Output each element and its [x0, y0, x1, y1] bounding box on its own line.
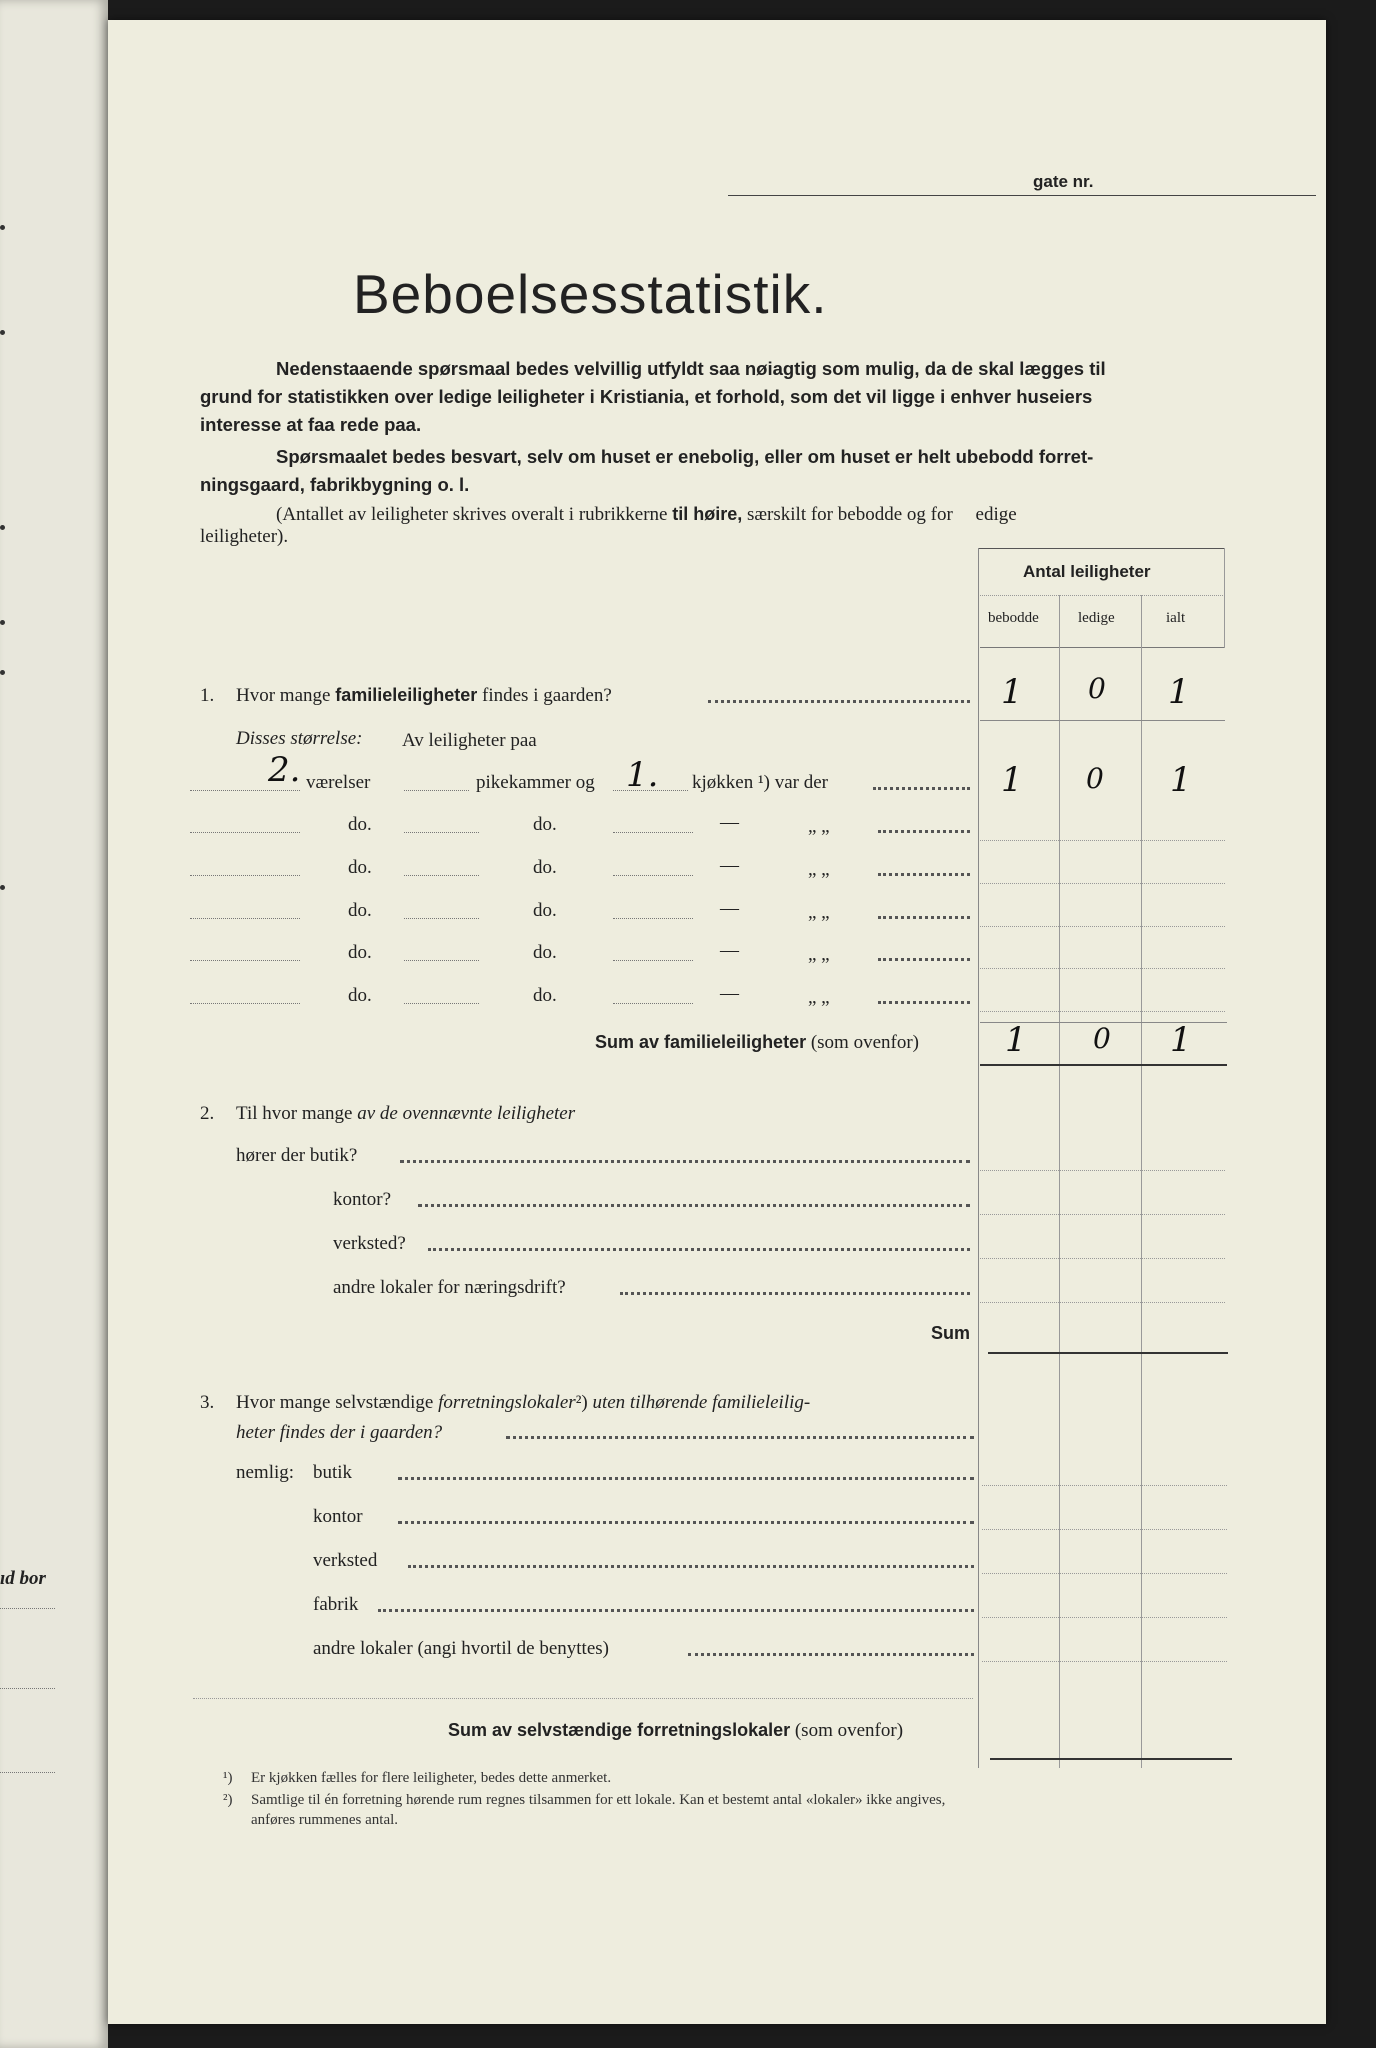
row-rule [982, 1617, 1227, 1618]
q3-footnote-ref: ²) [575, 1392, 588, 1413]
row-rule [980, 1302, 1225, 1303]
pikekammer-field [404, 960, 479, 961]
rooms-field [190, 1003, 300, 1004]
margin-mark [0, 525, 5, 530]
dash: — [720, 812, 739, 833]
previous-page-line [0, 1772, 55, 1773]
footnote-2: Samtlige til én forretning hørende rum regnes tilsammen for ett lokale. Kan et bestemt antal «lokaler» ikke angives, [251, 1792, 946, 1808]
table-vline [978, 548, 979, 1768]
q3-emphasis: uten tilhørende familieleilig- [592, 1392, 811, 1413]
q2-number: 2. [200, 1103, 215, 1124]
q1-question [236, 685, 612, 707]
ditto-mark: „ „ [808, 902, 830, 923]
kitchen-field [613, 875, 693, 876]
row1-answer-ialt[interactable]: 1 [1170, 760, 1192, 800]
do-label: do. [533, 900, 557, 921]
q3-question-cont: heter findes der i gaarden? [236, 1422, 443, 1443]
note-text: særskilt for bebodde og for [746, 504, 953, 525]
kitchen-label: kjøkken ¹) var der [692, 772, 829, 793]
size-text: Av leiligheter paa [402, 730, 537, 751]
leader-dots [878, 873, 970, 876]
dash: — [720, 898, 739, 919]
gate-number-field[interactable] [728, 195, 1316, 196]
footnote-1-mark: ¹) [223, 1770, 233, 1786]
col-header-ledige: ledige [1078, 610, 1115, 626]
kitchen-field [613, 790, 688, 791]
intro-note: leiligheter). [200, 526, 289, 547]
q3-number: 3. [200, 1392, 215, 1413]
q2-item-verksted: verksted? [333, 1233, 406, 1254]
intro-line: interesse at faa rede paa. [200, 414, 422, 435]
row-rule [980, 720, 1225, 721]
col-header-bebodde: bebodde [988, 610, 1039, 626]
pikekammer-field [404, 875, 479, 876]
intro-line: Spørsmaalet bedes besvart, selv om huset er enebolig, eller om huset er helt ubebodd forret- [276, 446, 1094, 467]
q1-answer-ialt[interactable]: 1 [1168, 672, 1190, 712]
q1-answer-ledige[interactable]: 0 [1088, 672, 1106, 705]
intro-line: grund for statistikken over ledige leiligheter i Kristiania, et forhold, som det vil ligge i enhver huseiers [200, 386, 1093, 407]
row-rule [982, 1573, 1227, 1574]
rooms-label: værelser [306, 772, 371, 793]
intro-note [276, 504, 1017, 526]
q1-sum-label [595, 1032, 919, 1054]
intro-line: Nedenstaaende spørsmaal bedes velvillig utfyldt saa nøiagtig som mulig, da de skal lægges til [276, 358, 1106, 379]
kitchen-field [613, 1003, 693, 1004]
margin-mark [0, 885, 5, 890]
leader-dots [398, 1521, 974, 1524]
rooms-field [190, 960, 300, 961]
leader-dots [408, 1565, 974, 1568]
row-rule [980, 1170, 1225, 1171]
do-label: do. [533, 857, 557, 878]
rooms-count[interactable]: 2. [268, 750, 301, 790]
row-rule [982, 1529, 1227, 1530]
col-header-ialt: ialt [1166, 610, 1186, 626]
q2-item-butik: hører der butik? [236, 1145, 358, 1166]
pikekammer-field [404, 1003, 479, 1004]
leader-dots [428, 1248, 970, 1251]
previous-page-text: ıd bor [0, 1568, 46, 1589]
table-vline [1224, 548, 1225, 648]
q1-number: 1. [200, 685, 215, 706]
dash: — [720, 940, 739, 961]
sum-label-bold: Sum av familieleiligheter [595, 1032, 807, 1052]
ditto-mark: „ „ [808, 859, 830, 880]
row-rule [980, 1258, 1225, 1259]
leader-dots [418, 1204, 970, 1207]
do-label: do. [533, 985, 557, 1006]
kitchen-field [613, 960, 693, 961]
footnote-1: Er kjøkken fælles for flere leiligheter, bedes dette anmerket. [251, 1770, 612, 1786]
table-vline [1141, 595, 1142, 1768]
table-top-rule [978, 548, 1225, 549]
ditto-mark: „ „ [808, 944, 830, 965]
kitchen-field [613, 918, 693, 919]
note-emphasis: til høire, [672, 504, 743, 524]
q3-item-andre: andre lokaler (angi hvortil de benyttes) [313, 1638, 609, 1659]
margin-mark [0, 330, 5, 335]
q2-emphasis: av de ovennævnte leiligheter [357, 1103, 576, 1124]
margin-mark [0, 225, 5, 230]
leader-dots [873, 787, 970, 790]
do-label: do. [348, 814, 372, 835]
do-label: do. [348, 900, 372, 921]
do-label: do. [533, 814, 557, 835]
q3-sum-note: (som ovenfor) [794, 1720, 904, 1741]
margin-mark [0, 670, 5, 675]
leader-dots [506, 1436, 974, 1439]
sum-answer-ialt[interactable]: 1 [1170, 1020, 1192, 1060]
q3-emphasis: forretningslokaler [438, 1392, 576, 1413]
pikekammer-label: pikekammer og [476, 772, 595, 793]
section-rule [193, 1698, 973, 1699]
row-rule [980, 1011, 1225, 1012]
q2-item-andre: andre lokaler for næringsdrift? [333, 1277, 566, 1298]
previous-page-line [0, 1688, 55, 1689]
row-rule [980, 926, 1225, 927]
size-label: Disses størrelse: [236, 728, 363, 749]
note-text: edige [975, 504, 1017, 525]
leader-dots [398, 1477, 974, 1480]
q1-keyword: familieleiligheter [335, 685, 478, 705]
pikekammer-field [404, 790, 469, 791]
q1-text: Hvor mange [236, 685, 331, 706]
q3-sum-label [448, 1720, 903, 1742]
q2-text: Til hvor mange [236, 1103, 353, 1124]
row-rule [982, 1661, 1227, 1662]
row-rule [980, 1214, 1225, 1215]
intro-line: ningsgaard, fabrikbygning o. l. [200, 474, 470, 495]
row1-answer-ledige[interactable]: 0 [1086, 762, 1104, 795]
leader-dots [400, 1160, 970, 1163]
leader-dots [378, 1609, 974, 1612]
row-rule [980, 968, 1225, 969]
q1-answer-bebodde[interactable]: 1 [1001, 672, 1023, 712]
q2-question [236, 1103, 575, 1125]
sum-answer-ledige[interactable]: 0 [1093, 1022, 1111, 1055]
form-page [108, 20, 1326, 2024]
row-rule [982, 1485, 1227, 1486]
gate-number-label: gate nr. [1033, 172, 1094, 191]
sum-rule [980, 1064, 1227, 1066]
ditto-mark: „ „ [808, 816, 830, 837]
leader-dots [708, 700, 970, 703]
q3-question [236, 1392, 810, 1414]
leader-dots [620, 1292, 970, 1295]
q3-text: Hvor mange selvstændige [236, 1392, 434, 1413]
sum-answer-bebodde[interactable]: 1 [1005, 1020, 1027, 1060]
do-label: do. [348, 942, 372, 963]
leader-dots [878, 916, 970, 919]
q3-item-verksted: verksted [313, 1550, 378, 1571]
page-title: Beboelsesstatistik. [353, 263, 828, 325]
q2-sum-label: Sum [931, 1323, 971, 1343]
footnote-2-mark: ²) [223, 1792, 233, 1808]
do-label: do. [348, 985, 372, 1006]
q3-sum-bold: Sum av selvstændige forretningslokaler [448, 1720, 791, 1740]
margin-mark [0, 620, 5, 625]
sum-rule [988, 1352, 1228, 1354]
leader-dots [878, 958, 970, 961]
q3-item-fabrik: fabrik [313, 1594, 359, 1615]
leader-dots [688, 1653, 974, 1656]
pikekammer-field [404, 918, 479, 919]
ditto-mark: „ „ [808, 987, 830, 1008]
nemlig-label: nemlig: [236, 1462, 295, 1483]
q3-item-butik: butik [313, 1462, 353, 1483]
row-rule [980, 840, 1225, 841]
do-label: do. [348, 857, 372, 878]
note-text: (Antallet av leiligheter skrives overalt i rubrikkerne [276, 504, 668, 525]
footnote-2-cont: anføres rummenes antal. [251, 1812, 399, 1828]
table-header-title: Antal leiligheter [1023, 562, 1151, 581]
rooms-field [190, 790, 300, 791]
rooms-field [190, 918, 300, 919]
q1-text: findes i gaarden? [482, 685, 612, 706]
kitchen-count[interactable]: 1. [626, 755, 659, 795]
dash: — [720, 983, 739, 1004]
leader-dots [878, 1001, 970, 1004]
dash: — [720, 855, 739, 876]
do-label: do. [533, 942, 557, 963]
q3-item-kontor: kontor [313, 1506, 363, 1527]
kitchen-field [613, 832, 693, 833]
sum-rule [990, 1758, 1232, 1760]
pikekammer-field [404, 832, 479, 833]
previous-page-line [0, 1608, 55, 1609]
sum-label-note: (som ovenfor) [810, 1032, 919, 1053]
rooms-field [190, 875, 300, 876]
q2-item-kontor: kontor? [333, 1189, 392, 1210]
rooms-field [190, 832, 300, 833]
leader-dots [878, 830, 970, 833]
table-vline [1059, 595, 1060, 1768]
table-header-rule [978, 595, 1225, 596]
row1-answer-bebodde[interactable]: 1 [1001, 760, 1023, 800]
previous-page-edge [0, 0, 108, 2048]
table-header-bottom-rule [980, 647, 1225, 648]
row-rule [980, 883, 1225, 884]
